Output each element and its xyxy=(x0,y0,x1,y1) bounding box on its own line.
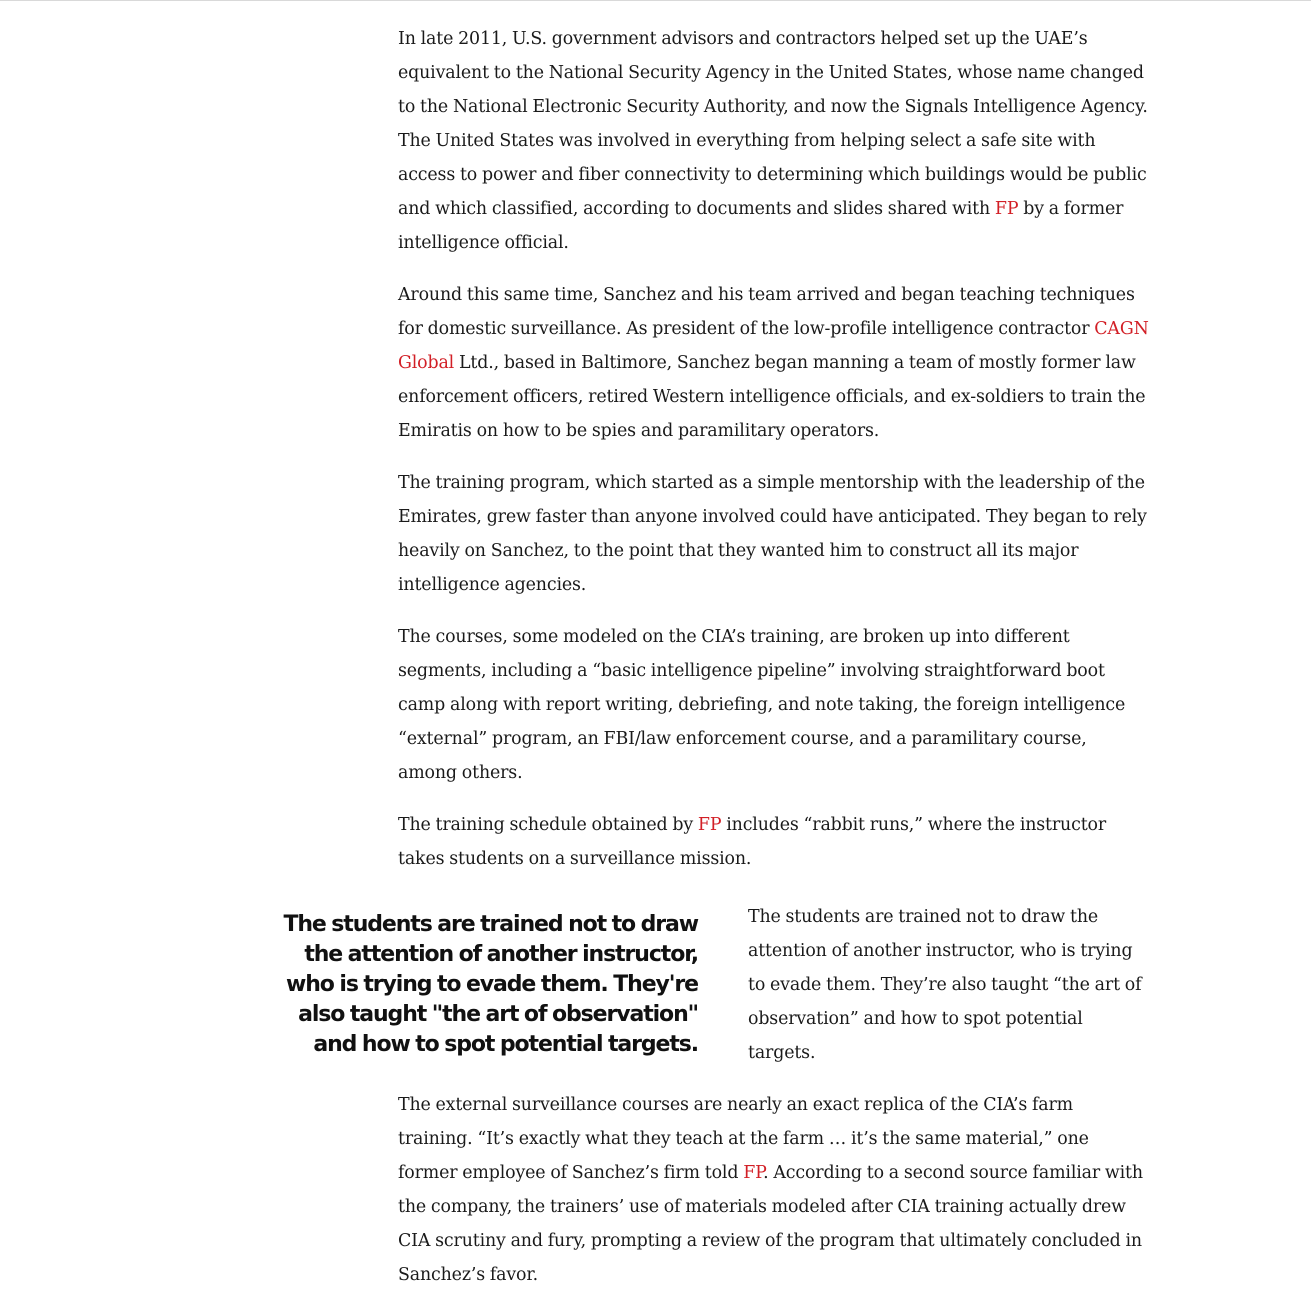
inline-link[interactable]: FP xyxy=(743,1163,764,1183)
article-paragraph xyxy=(398,1088,1150,1292)
article-paragraphs xyxy=(398,22,1150,876)
paragraph-text: The training program, which started as a simple mentorship with the leadership of the Emirates, grew faster than anyone involved could have anticipated. They began to rely heavily on Sanchez, to the point that they wanted him to construct all its major intelligence agencies. xyxy=(398,473,1147,595)
article-paragraph xyxy=(398,466,1150,602)
paragraph-text: The training schedule obtained by xyxy=(398,815,698,835)
top-divider xyxy=(0,0,1311,1)
paragraph-text: . According to a second source familiar with the company, the trainers’ use of materials modeled after CIA training actually drew CIA scrutiny and fury, prompting a review of the program that ultimately concluded in Sanchez’s favor. xyxy=(398,1163,1143,1285)
paragraph-text: The courses, some modeled on the CIA’s training, are broken up into different segments, including a “basic intelligence pipeline” involving straightforward boot camp along with report writing, debriefing, and note taking, the foreign intelligence “external” program, an FBI/law enforcement course, and a paramilitary course, among others. xyxy=(398,627,1126,783)
paragraph-text: includes “rabbit runs,” where the instructor takes students on a surveillance mission. xyxy=(398,815,1107,869)
inline-link[interactable]: FP xyxy=(697,815,722,835)
article-paragraph xyxy=(398,808,1150,876)
inline-link[interactable]: FP xyxy=(994,199,1019,219)
inline-link[interactable]: CAGN Global xyxy=(398,319,1149,373)
article-paragraph xyxy=(398,620,1150,790)
paragraph-text: The external surveillance courses are nearly an exact replica of the CIA’s farm training. “It’s exactly what they teach at the farm … it’s the same material,” one former employee of Sanchez’s firm told xyxy=(398,1095,1089,1183)
article-paragraph xyxy=(398,22,1150,260)
article-paragraph xyxy=(398,278,1150,448)
article-body xyxy=(283,22,1150,1310)
paragraph-text: by a former intelligence official. xyxy=(398,199,1124,253)
paragraph-text: Around this same time, Sanchez and his team arrived and began teaching techniques for domestic surveillance. As president of the low-profile intelligence contractor xyxy=(398,285,1135,339)
paragraph-text: Ltd., based in Baltimore, Sanchez began manning a team of mostly former law enforcement officers, retired Western intelligence officials, and ex-soldiers to train the Emiratis on how to be spies and paramilitary operators. xyxy=(398,353,1146,441)
paragraph-text: In late 2011, U.S. government advisors and contractors helped set up the UAE’s equivalent to the National Security Agency in the United States, whose name changed to the National Electronic Security Authority, and now the Signals Intelligence Agency. The United States was involved in everything from helping select a safe site with access to power and fiber connectivity to determining which buildings would be public and which classified, according to documents and slides shared with xyxy=(398,29,1148,219)
paragraph-text: The students are trained not to draw the attention of another instructor, who is trying to evade them. They’re also taught “the art of observation” and how to spot potential targets. xyxy=(748,907,1142,1063)
pullquote-section xyxy=(283,900,1150,1292)
pullquote: The students are trained not to draw the attention of another instructor, who is trying to evade them. They're also taught "the art of observation" and how to spot potential targets. xyxy=(283,912,698,1057)
